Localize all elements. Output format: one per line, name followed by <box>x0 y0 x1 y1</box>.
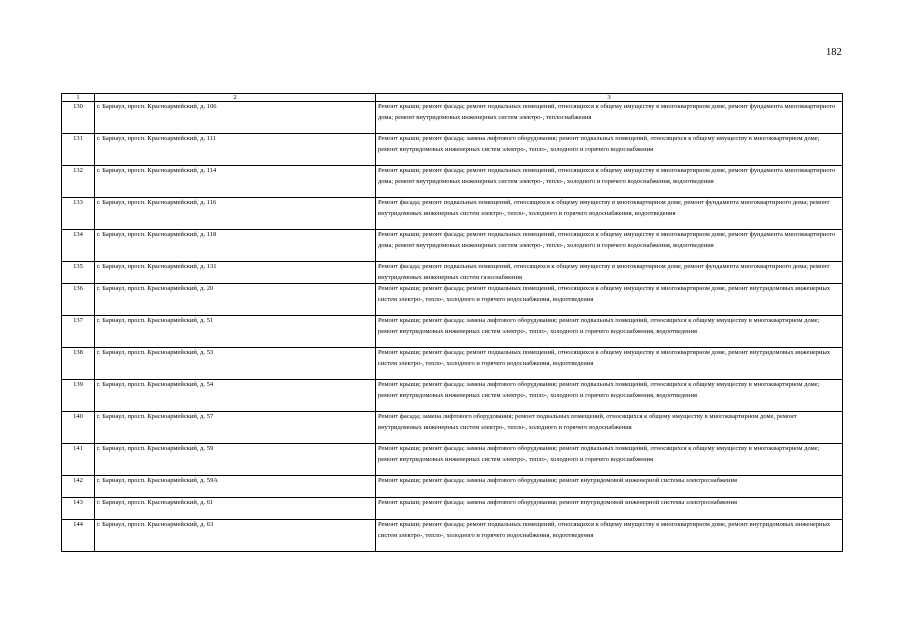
table-row <box>62 102 843 134</box>
table-header-row <box>62 94 843 102</box>
works-cell: Ремонт фасада; ремонт подвальных помещений, относящихся к общему имуществу в многоквартирном доме, ремонт фундамента многоквартирного дома; ремонт внутридомовых инженерных систем электро-, тепло-, холодного и горячего водоснабжения, водоотведения <box>376 198 843 230</box>
row-number-cell: 132 <box>62 166 95 198</box>
table-row <box>62 520 843 552</box>
row-number-cell: 144 <box>62 520 95 552</box>
works-cell: Ремонт крыши; ремонт фасада; замена лифтового оборудования; ремонт подвальных помещений, относящихся к общему имуществу в многоквартирном доме; ремонт внутридомовых инженерных систем электро-, тепло-, холодного и горячего водоснабжения, водоотведения <box>376 316 843 348</box>
table-row <box>62 412 843 444</box>
address-cell: г. Барнаул, просп. Красноармейский, д. 106 <box>95 102 376 134</box>
row-number-cell: 136 <box>62 284 95 316</box>
table-row <box>62 316 843 348</box>
address-cell: г. Барнаул, просп. Красноармейский, д. 114 <box>95 166 376 198</box>
works-cell: Ремонт крыши; ремонт фасада; замена лифтового оборудования; ремонт подвальных помещений, относящихся к общему имуществу в многоквартирном доме; ремонт внутридомовых инженерных систем электро-, тепло-, холодного и горячего водоснабжения <box>376 134 843 166</box>
row-number-cell: 137 <box>62 316 95 348</box>
address-cell: г. Барнаул, просп. Красноармейский, д. 63 <box>95 520 376 552</box>
column-header-number: 1 <box>62 94 95 102</box>
address-cell: г. Барнаул, просп. Красноармейский, д. 131 <box>95 262 376 284</box>
works-cell: Ремонт крыши; ремонт фасада; ремонт подвальных помещений, относящихся к общему имуществу в многоквартирном доме, ремонт внутридомовых инженерных систем электро-, тепло-, холодного и горячего водоснабжения, водоотведения <box>376 520 843 552</box>
table-row <box>62 380 843 412</box>
table-body <box>62 94 843 552</box>
table-row <box>62 262 843 284</box>
table-row <box>62 348 843 380</box>
works-cell: Ремонт крыши; ремонт фасада; замена лифтового оборудования; ремонт внутридомовой инженерной системы электроснабжения <box>376 498 843 520</box>
works-cell: Ремонт фасада; ремонт подвальных помещений, относящихся к общему имуществу в многоквартирном доме, ремонт фундамента многоквартирного дома; ремонт внутридомовых инженерных систем газоснабжения <box>376 262 843 284</box>
table-row <box>62 498 843 520</box>
works-cell: Ремонт крыши; ремонт фасада; замена лифтового оборудования; ремонт внутридомовой инженерной системы электроснабжения <box>376 476 843 498</box>
row-number-cell: 140 <box>62 412 95 444</box>
address-cell: г. Барнаул, просп. Красноармейский, д. 57 <box>95 412 376 444</box>
page-number: 182 <box>826 47 842 58</box>
column-header-works: 3 <box>376 94 843 102</box>
column-header-address: 2 <box>95 94 376 102</box>
works-cell: Ремонт крыши; ремонт фасада; замена лифтового оборудования; ремонт подвальных помещений, относящихся к общему имуществу в многоквартирном доме; ремонт внутридомовых инженерных систем электро-, тепло-, холодного и горячего водоснабжения, водоотведения <box>376 380 843 412</box>
address-cell: г. Барнаул, просп. Красноармейский, д. 118 <box>95 230 376 262</box>
works-cell: Ремонт крыши; ремонт фасада; ремонт подвальных помещений, относящихся к общему имуществу в многоквартирном доме, ремонт фундамента многоквартирного дома; ремонт внутридомовых инженерных систем электро-, тепло-, холодного и горячего водоснабжения, водоотведения <box>376 166 843 198</box>
table-row <box>62 284 843 316</box>
table-row <box>62 198 843 230</box>
table-row <box>62 166 843 198</box>
works-cell: Ремонт крыши; ремонт фасада; замена лифтового оборудования; ремонт подвальных помещений, относящихся к общему имуществу в многоквартирном доме; ремонт внутридомовых инженерных систем электро-, тепло-, холодного и горячего водоснабжения <box>376 444 843 476</box>
row-number-cell: 142 <box>62 476 95 498</box>
row-number-cell: 139 <box>62 380 95 412</box>
address-cell: г. Барнаул, просп. Красноармейский, д. 59 <box>95 444 376 476</box>
row-number-cell: 135 <box>62 262 95 284</box>
works-cell: Ремонт крыши; ремонт фасада; ремонт подвальных помещений, относящихся к общему имуществу в многоквартирном доме, ремонт фундамента многоквартирного дома; ремонт внутридомовых инженерных систем электро-, теплоснабжения <box>376 102 843 134</box>
row-number-cell: 130 <box>62 102 95 134</box>
works-cell: Ремонт фасада; замена лифтового оборудования; ремонт подвальных помещений, относящихся к общему имуществу в многоквартирном доме, ремонт внутридомовых инженерных систем электро-, тепло-, холодного и горячего водоснабжения <box>376 412 843 444</box>
address-cell: г. Барнаул, просп. Красноармейский, д. 54 <box>95 380 376 412</box>
table-row <box>62 476 843 498</box>
table-row <box>62 230 843 262</box>
row-number-cell: 143 <box>62 498 95 520</box>
works-cell: Ремонт крыши; ремонт фасада; ремонт подвальных помещений, относящихся к общему имуществу в многоквартирном доме, ремонт внутридомовых инженерных систем электро-, тепло-, холодного и горячего водоснабжения, водоотведения <box>376 284 843 316</box>
row-number-cell: 141 <box>62 444 95 476</box>
address-cell: г. Барнаул, просп. Красноармейский, д. 51 <box>95 316 376 348</box>
address-cell: г. Барнаул, просп. Красноармейский, д. 111 <box>95 134 376 166</box>
address-cell: г. Барнаул, просп. Красноармейский, д. 116 <box>95 198 376 230</box>
table-row <box>62 134 843 166</box>
table-row <box>62 444 843 476</box>
row-number-cell: 138 <box>62 348 95 380</box>
works-cell: Ремонт крыши; ремонт фасада; ремонт подвальных помещений, относящихся к общему имуществу в многоквартирном доме, ремонт фундамента многоквартирного дома; ремонт внутридомовых инженерных систем электро-, тепло-, холодного и горячего водоснабжения, водоотведения <box>376 230 843 262</box>
row-number-cell: 131 <box>62 134 95 166</box>
address-cell: г. Барнаул, просп. Красноармейский, д. 61 <box>95 498 376 520</box>
address-cell: г. Барнаул, просп. Красноармейский, д. 59А <box>95 476 376 498</box>
repair-works-table <box>61 93 843 552</box>
row-number-cell: 134 <box>62 230 95 262</box>
address-cell: г. Барнаул, просп. Красноармейский, д. 53 <box>95 348 376 380</box>
works-cell: Ремонт крыши; ремонт фасада; ремонт подвальных помещений, относящихся к общему имуществу в многоквартирном доме, ремонт внутридомовых инженерных систем электро-, тепло-, холодного и горячего водоснабжения, водоотведения <box>376 348 843 380</box>
address-cell: г. Барнаул, просп. Красноармейский, д. 20 <box>95 284 376 316</box>
row-number-cell: 133 <box>62 198 95 230</box>
